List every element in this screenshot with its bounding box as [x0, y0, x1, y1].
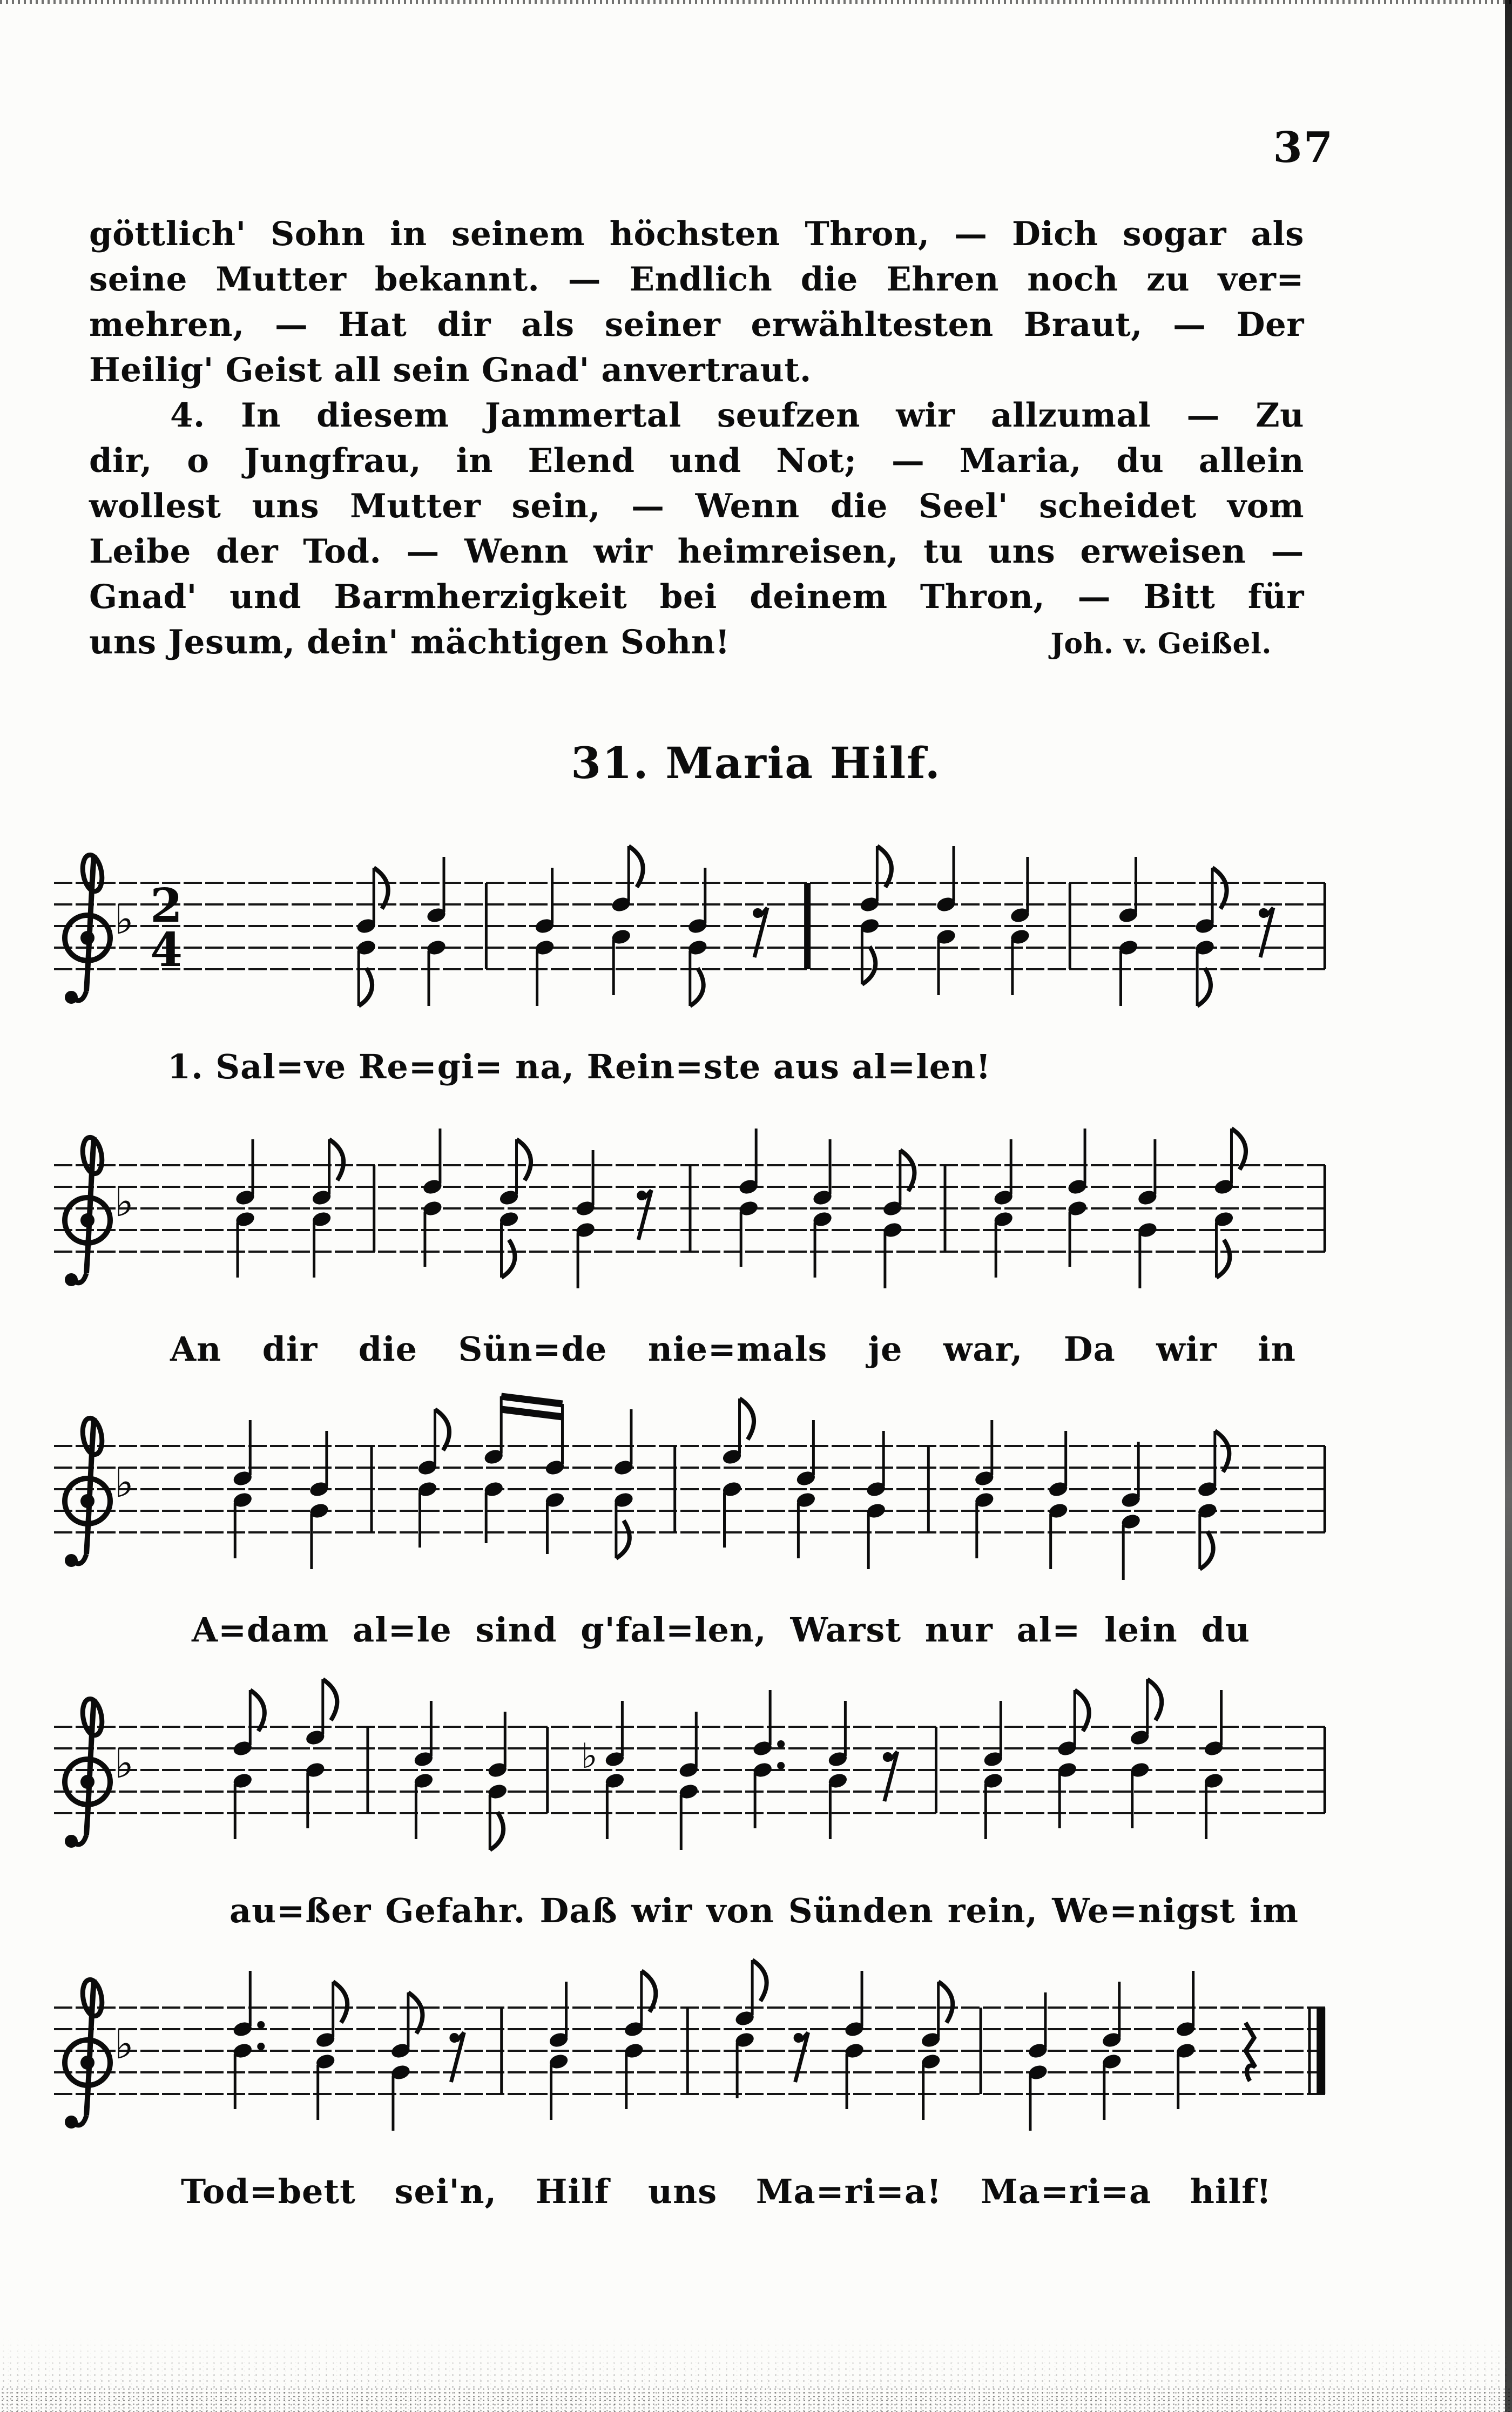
music-staff-5: [54, 1937, 1328, 2170]
verse-4-last-row: [89, 620, 1304, 667]
svg-text:♭: ♭: [114, 1739, 134, 1787]
verse-4-line: dir, o Jungfrau, in Elend und Not; — Maria, du allein: [89, 442, 1304, 480]
svg-text:♭: ♭: [581, 1737, 598, 1776]
svg-text:♭: ♭: [114, 895, 134, 943]
verse-4-line: uns Jesum, dein' mächtigen Sohn!: [89, 623, 730, 661]
svg-text:♭: ♭: [114, 1178, 134, 1226]
music-system-4: [54, 1657, 1328, 1930]
verse-4-line: Gnad' und Barmherzigkeit bei deinem Thron, — Bitt für: [89, 578, 1304, 616]
lyrics-line-3: A=dam al=le sind g'fal=len, Warst nur al= lein du: [192, 1610, 1250, 1650]
author-attribution: Joh. v. Geißel.: [1050, 627, 1272, 660]
text-line: Heilig' Geist all sein Gnad' anvertraut.: [89, 351, 812, 389]
hymn-30-text-block: [89, 212, 1304, 667]
music-system-2: [54, 1095, 1328, 1369]
text-line: göttlich' Sohn in seinem höchsten Thron, — Dich sogar als: [89, 215, 1304, 253]
music-staff-3: [54, 1376, 1328, 1608]
page-number: 37: [1273, 123, 1334, 172]
music-staff-1: [54, 813, 1328, 1045]
verse-4-line: 4. In diesem Jammertal seufzen wir allzumal — Zu: [170, 396, 1304, 435]
music-system-3: [54, 1376, 1328, 1650]
scan-noise-bottom-edge: [0, 2387, 1512, 2412]
scan-dark-right-edge: [1505, 0, 1512, 2412]
lyrics-line-5: Tod=bett sei'n, Hilf uns Ma=ri=a! Ma=ri=a hilf!: [181, 2172, 1272, 2211]
music-system-5: [54, 1937, 1328, 2211]
text-line: mehren, — Hat dir als seiner erwähltesten Braut, — Der: [89, 306, 1304, 344]
text-line: seine Mutter bekannt. — Endlich die Ehren noch zu ver=: [89, 260, 1304, 299]
music-staff-2: [54, 1095, 1328, 1327]
music-staff-4: [54, 1657, 1328, 1889]
svg-text:4: 4: [150, 923, 183, 977]
svg-text:2: 2: [150, 879, 183, 933]
lyrics-line-2: An dir die Sün=de nie=mals je war, Da wir in: [170, 1329, 1296, 1369]
svg-text:♭: ♭: [114, 1458, 134, 1506]
lyrics-line-4: au=ßer Gefahr. Daß wir von Sünden rein, We=nigst im: [230, 1891, 1299, 1930]
lyrics-line-1: 1. Sal=ve Re=gi= na, Rein=ste aus al=len!: [167, 1047, 991, 1086]
svg-text:♭: ♭: [114, 2020, 134, 2068]
verse-4-line: wollest uns Mutter sein, — Wenn die Seel' scheidet vom: [89, 487, 1304, 525]
hymn-31-heading: 31. Maria Hilf.: [571, 738, 941, 788]
music-system-1: [54, 813, 1328, 1086]
scan-noise-top-edge: [0, 0, 1512, 4]
verse-4-line: Leibe der Tod. — Wenn wir heimreisen, tu uns erweisen —: [89, 532, 1304, 571]
